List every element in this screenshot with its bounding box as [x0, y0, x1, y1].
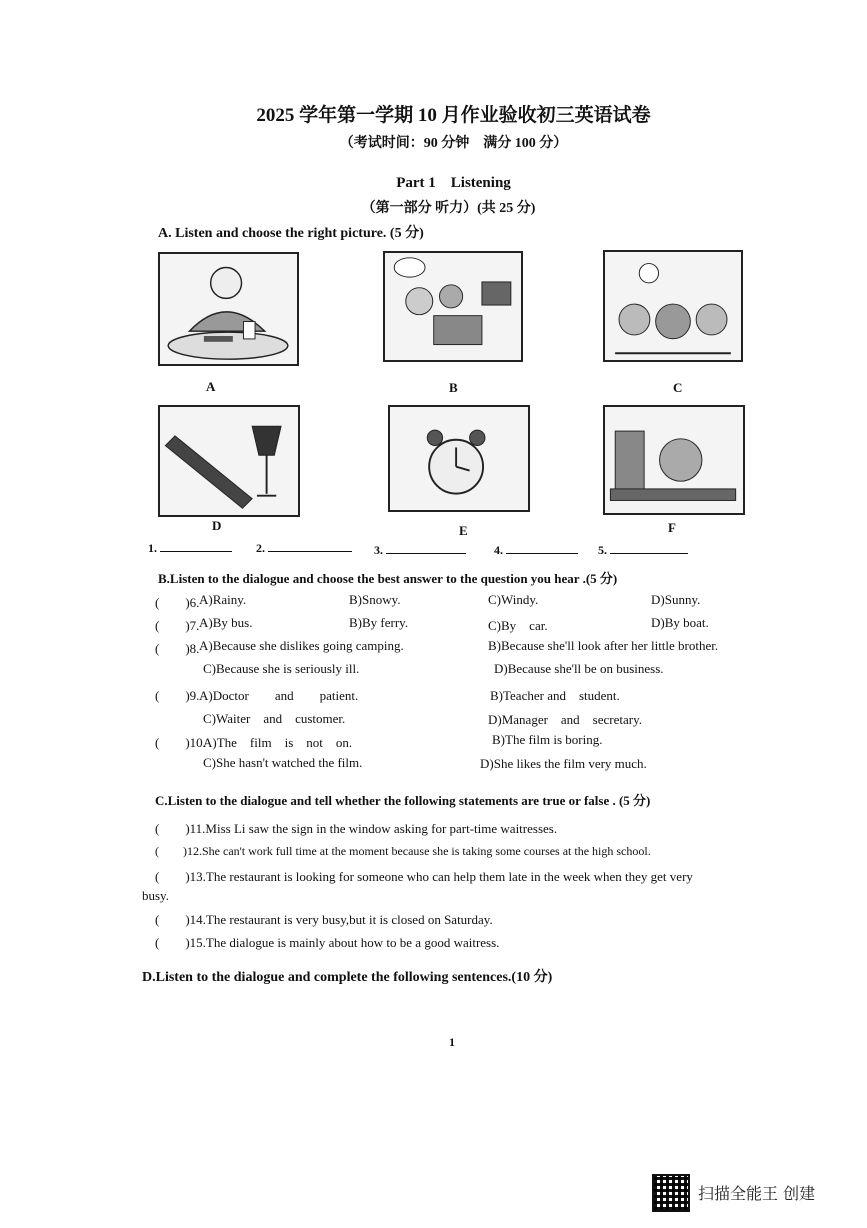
question-7-option-c[interactable]: C)By car.	[488, 618, 548, 633]
exam-title: 2025 学年第一学期 10 月作业验收初三英语试卷	[256, 105, 651, 126]
statement-15: ( )15.The dialogue is mainly about how to be a good waitress.	[155, 935, 500, 950]
picture-c	[603, 250, 743, 362]
question-9-option-c[interactable]: C)Waiter and customer.	[203, 711, 346, 726]
picture-f-label: F	[668, 520, 676, 535]
answer-blank-1[interactable]	[148, 541, 232, 556]
section-a-heading: A. Listen and choose the right picture. (5 分)	[158, 226, 424, 241]
question-8-option-d[interactable]: D)Because she'll be on business.	[494, 661, 664, 676]
alarm-clock-illustration	[390, 407, 528, 510]
blank-line	[506, 543, 578, 554]
question-8-number: ( )8.	[155, 641, 200, 656]
question-7-option-b[interactable]: B)By ferry.	[349, 615, 409, 630]
blank-line	[610, 543, 688, 554]
question-10-option-b[interactable]: B)The film is boring.	[492, 732, 603, 747]
question-6-number: ( )6.	[155, 595, 200, 610]
question-6-option-c[interactable]: C)Windy.	[488, 592, 539, 607]
question-8-option-a[interactable]: A)Because she dislikes going camping.	[199, 638, 404, 653]
blank-number: 5.	[598, 543, 607, 557]
question-6-option-b[interactable]: B)Snowy.	[349, 592, 401, 607]
picture-e	[388, 405, 530, 512]
picture-b-label: B	[449, 380, 458, 395]
question-9-number: ( )9.	[155, 688, 200, 703]
blank-number: 4.	[494, 543, 503, 557]
statement-13-continued: busy.	[142, 888, 169, 903]
question-7-option-d[interactable]: D)By boat.	[651, 615, 709, 630]
question-9-option-d[interactable]: D)Manager and secretary.	[488, 712, 643, 727]
statement-13: ( )13.The restaurant is looking for someone who can help them late in the week when they get very	[155, 869, 693, 884]
blank-number: 1.	[148, 541, 157, 555]
section-b-heading: B.Listen to the dialogue and choose the best answer to the question you hear .(5 分)	[158, 571, 618, 586]
crowd-celebration-illustration	[605, 252, 741, 360]
blank-number: 2.	[256, 541, 265, 555]
question-10-option-a[interactable]: A)The film is not on.	[203, 735, 353, 750]
section-d-heading: D.Listen to the dialogue and complete the following sentences.(10 分)	[142, 970, 553, 985]
question-8-option-b[interactable]: B)Because she'll look after her little brother.	[488, 638, 719, 653]
question-7-number: ( )7.	[155, 618, 200, 633]
question-7-option-a[interactable]: A)By bus.	[199, 615, 253, 630]
people-at-desk-illustration	[385, 253, 521, 360]
section-c-heading: C.Listen to the dialogue and tell whether the following statements are true or false . (5 分)	[155, 793, 651, 808]
question-6-option-d[interactable]: D)Sunny.	[651, 592, 701, 607]
question-6-option-a[interactable]: A)Rainy.	[199, 592, 247, 607]
blank-line	[268, 541, 352, 552]
picture-f	[603, 405, 745, 515]
statement-14: ( )14.The restaurant is very busy,but it is closed on Saturday.	[155, 912, 493, 927]
answer-blank-4[interactable]	[494, 543, 578, 558]
picture-d-label: D	[212, 518, 222, 533]
part-subtitle: （第一部分 听力）(共 25 分)	[361, 201, 536, 216]
blank-line	[386, 543, 466, 554]
question-9-option-a[interactable]: A)Doctor and patient.	[199, 688, 359, 703]
answer-blank-5[interactable]	[598, 543, 688, 558]
picture-a-label: A	[206, 379, 216, 394]
qr-code-icon	[652, 1174, 690, 1212]
blank-line	[160, 541, 232, 552]
part-title: Part 1 Listening	[396, 175, 511, 191]
answer-blank-3[interactable]	[374, 543, 466, 558]
picture-a	[158, 252, 299, 366]
statement-12: ( )12.She can't work full time at the moment because she is taking some courses at the high school.	[155, 844, 651, 858]
books-and-person-illustration	[605, 407, 743, 513]
wine-bottle-glass-illustration	[160, 407, 298, 515]
question-10-option-d[interactable]: D)She likes the film very much.	[480, 756, 647, 771]
question-10-option-c[interactable]: C)She hasn't watched the film.	[203, 755, 363, 770]
question-10-number: ( )10.	[155, 735, 206, 750]
blank-number: 3.	[374, 543, 383, 557]
scanner-watermark: 扫描全能王 创建	[698, 1184, 816, 1203]
picture-b	[383, 251, 523, 362]
person-at-table-illustration	[160, 254, 297, 364]
question-9-option-b[interactable]: B)Teacher and student.	[490, 688, 620, 703]
answer-blank-2[interactable]	[256, 541, 352, 556]
page-number: 1	[449, 1035, 455, 1049]
exam-subtitle: （考试时间：90 分钟 满分 100 分）	[339, 136, 568, 151]
picture-e-label: E	[459, 523, 468, 538]
statement-11: ( )11.Miss Li saw the sign in the window asking for part-time waitresses.	[155, 821, 558, 836]
picture-d	[158, 405, 300, 517]
picture-c-label: C	[673, 380, 683, 395]
question-8-option-c[interactable]: C)Because she is seriously ill.	[203, 661, 360, 676]
